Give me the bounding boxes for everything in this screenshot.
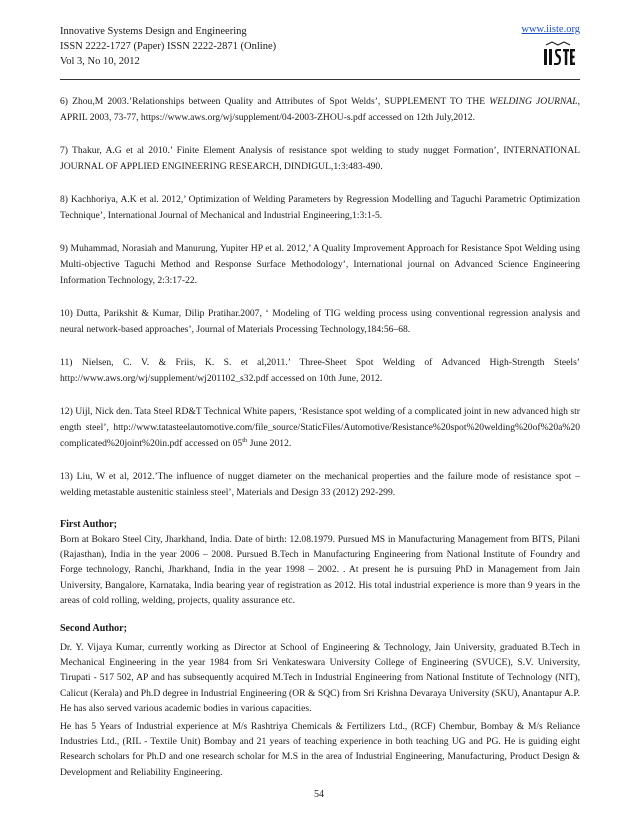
reference-item: 8) Kachhoriya, A.K et al. 2012,’ Optimization of Welding Parameters by Regression Modelling and Taguchi Parametric Optimization Technique’, International Journal of Mechanical and Industrial Engineering,1:3:1-5. <box>60 194 580 221</box>
volume-line: Vol 3, No 10, 2012 <box>60 56 140 67</box>
second-author-section <box>60 622 580 780</box>
iiste-logo <box>542 41 576 67</box>
reference-list <box>60 94 580 501</box>
first-author-section <box>60 518 580 608</box>
reference-item: 9) Muhammad, Norasiah and Manurung, Yupiter HP et al. 2012,’ A Quality Improvement Approach for Resistance Spot Welding using Multi-objective Taguchi Method and Response Surface Methodology’, International journal on Advanced Science Engineering Information Technology, 2:3:17-22. <box>60 243 580 286</box>
reference-item: 12) Uijl, Nick den. Tata Steel RD&T Technical White papers, ‘Resistance spot welding of a complicated joint in new advanced high strength steel’, http://www.tatasteelautomotive.com/file_source/StaticFiles/Automotive/Resistance%20spot%20welding%20of%20a%20complicated%20joint%20in.pdf accessed on 05th June 2012. <box>60 406 580 449</box>
issn-line: ISSN 2222-1727 (Paper) ISSN 2222-2871 (Online) <box>60 41 277 52</box>
page-number: 54 <box>314 789 324 800</box>
journal-name: Innovative Systems Design and Engineering <box>60 26 247 37</box>
reference-item: 11) Nielsen, C. V. & Friis, K. S. et al,2011.’ Three-Sheet Spot Welding of Advanced High-Strength Steels’ http://www.aws.org/wj/supplement/wj201102_s32.pdf accessed on 10th June, 2012. <box>60 357 580 384</box>
second-author-heading: Second Author; <box>60 623 127 635</box>
first-author-heading: First Author; <box>60 519 117 530</box>
second-author-bio: Dr. Y. Vijaya Kumar, currently working as Director at School of Engineering & Technology, Jain University, graduated B.Tech in Mechanical Engineering in the year 1984 from Sri Venkateswara University College of Engineering (SVUCE), S.V. University, Tirupati - 517 502, AP and has subsequently acquired M.Tech in Industrial Engineering from National Institute of Technology (NIT), Calicut (Kerala) and Ph.D degree in Industrial Engineering (OR & SQC) from Sri Krishna Devaraya University (SKU), Anantapur A.P. He has also served various academic bodies in various capacities. <box>60 642 580 714</box>
page-body <box>60 94 580 780</box>
second-author-bio-continued: He has 5 Years of Industrial experience at M/s Rashtriya Chemicals & Fertilizers Ltd., (RCF) Chembur, Bombay & M/s Reliance Industries Ltd., (RIL - Textile Unit) Bombay and 21 years of teaching experience in both teaching UG and PG. He is guiding eight Research scholars for Ph.D and one research scholar for M.S in the area of Industrial Engineering, Manufacturing, Product Design & Development and Reliability Engineering. <box>60 721 580 778</box>
header-divider <box>60 79 580 80</box>
reference-item: 13) Liu, W et al, 2012.’The influence of nugget diameter on the mechanical properties and the failure mode of resistance spot – welding metastable austenitic stainless steel’, Materials and Design 33 (2012) 292-299. <box>60 471 580 498</box>
reference-item: 6) Zhou,M 2003.’Relationships between Quality and Attributes of Spot Welds’, SUPPLEMENT TO THE WELDING JOURNAL, APRIL 2003, 73-77, https://www.aws.org/wj/supplement/04-2003-ZHOU-s.pdf accessed on 12th July,2012. <box>60 96 580 123</box>
reference-item: 10) Dutta, Parikshit & Kumar, Dilip Pratihar.2007, ‘ Modeling of TIG welding process using conventional regression analysis and neural network-based approaches’, Journal of Materials Processing Technology,184:56–68. <box>60 308 580 335</box>
first-author-bio: Born at Bokaro Steel City, Jharkhand, India. Date of birth: 12.08.1979. Pursued MS in Manufacturing Management from BITS, Pilani (Rajasthan), India in the year 2006 – 2008. Pursued B.Tech in Manufacturing Engineering from National Institute of Foundry and Forge technology, Ranchi, Jharkhand, India in the year 1998 – 2002. . At present he is pursuing PhD in Management from Jain University, Bangalore, Karnataka, India bearing year of registration as 2012. His total industrial experience is more than 9 years in the areas of cold rolling, welding, projects, quality assurance etc. <box>60 534 580 606</box>
journal-url-link[interactable]: www.iiste.org <box>521 24 580 35</box>
reference-item: 7) Thakur, A.G et al 2010.’ Finite Element Analysis of resistance spot welding to study nugget Formation’, INTERNATIONAL JOURNAL OF APPLIED ENGINEERING RESEARCH, DINDIGUL,1:3:483-490. <box>60 145 580 172</box>
page-header <box>60 24 580 80</box>
